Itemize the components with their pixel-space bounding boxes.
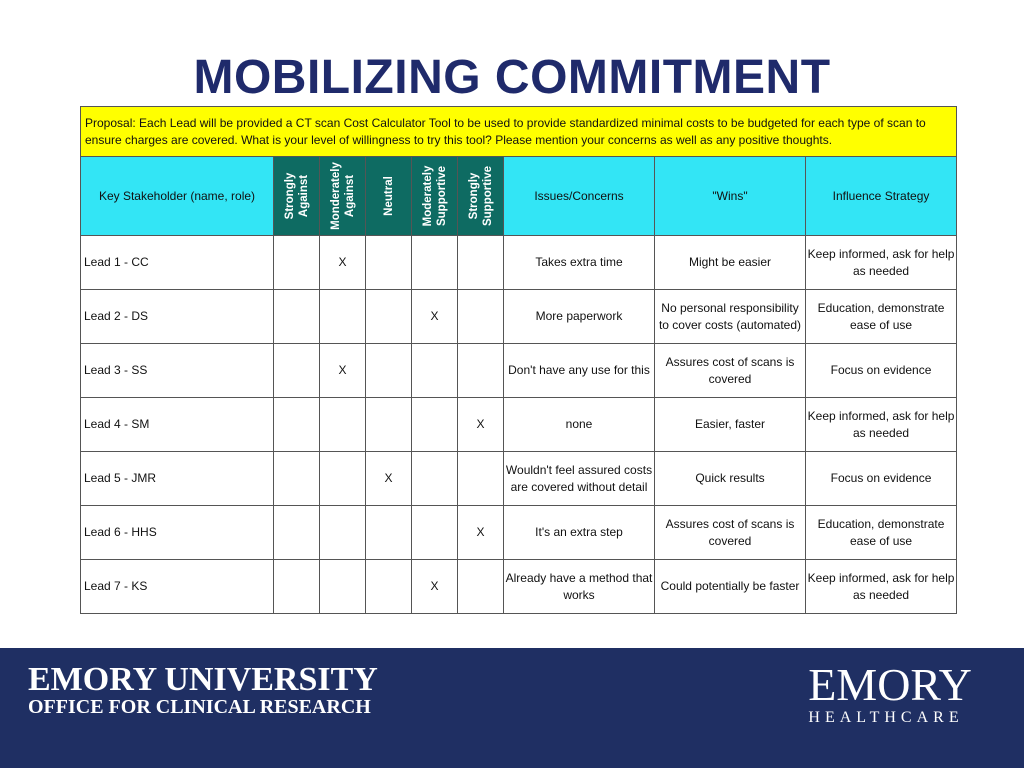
issues-cell: Wouldn't feel assured costs are covered without detail [504, 452, 655, 506]
header-strategy: Influence Strategy [806, 157, 957, 236]
neutral-cell [366, 344, 412, 398]
moderately-against-cell [320, 560, 366, 614]
moderately-supportive-cell [412, 452, 458, 506]
proposal-text: Proposal: Each Lead will be provided a CT scan Cost Calculator Tool to be used to provide standardized minimal costs to be budgeted for each type of scan to ensure charges are covered. What is your level of willingness to try this tool? Please mention your concerns as well as any positive thoughts. [81, 107, 957, 157]
stakeholder-cell: Lead 3 - SS [81, 344, 274, 398]
stakeholder-cell: Lead 7 - KS [81, 560, 274, 614]
header-issues: Issues/Concerns [504, 157, 655, 236]
strategy-cell: Keep informed, ask for help as needed [806, 398, 957, 452]
moderately-against-cell [320, 290, 366, 344]
table-row [81, 506, 957, 560]
neutral-cell [366, 290, 412, 344]
issues-cell: It's an extra step [504, 506, 655, 560]
issues-cell: none [504, 398, 655, 452]
moderately-against-cell [320, 398, 366, 452]
issues-cell: Don't have any use for this [504, 344, 655, 398]
table-row [81, 398, 957, 452]
page-title: MOBILIZING COMMITMENT [193, 51, 831, 104]
strongly-supportive-cell [458, 290, 504, 344]
wins-cell: Might be easier [655, 236, 806, 290]
moderately-against-cell: X [320, 344, 366, 398]
wins-cell: Could potentially be faster [655, 560, 806, 614]
table-row [81, 290, 957, 344]
moderately-against-cell [320, 452, 366, 506]
stakeholder-cell: Lead 5 - JMR [81, 452, 274, 506]
strongly-against-cell [274, 398, 320, 452]
issues-cell: Already have a method that works [504, 560, 655, 614]
moderately-supportive-cell [412, 236, 458, 290]
header-strongly-supportive: Strongly Supportive [458, 157, 504, 236]
moderately-supportive-cell [412, 506, 458, 560]
footer-banner [0, 648, 1024, 768]
moderately-supportive-cell [412, 344, 458, 398]
header-neutral: Neutral [366, 157, 412, 236]
table-row [81, 560, 957, 614]
strongly-supportive-cell: X [458, 398, 504, 452]
moderately-supportive-cell: X [412, 560, 458, 614]
stakeholder-cell: Lead 1 - CC [81, 236, 274, 290]
wins-cell: No personal responsibility to cover costs (automated) [655, 290, 806, 344]
neutral-cell: X [366, 452, 412, 506]
emory-logo-wordmark: EMORY [808, 659, 972, 710]
strongly-supportive-cell [458, 560, 504, 614]
header-moderately-supportive: Moderately Supportive [412, 157, 458, 236]
moderately-supportive-cell [412, 398, 458, 452]
wins-cell: Easier, faster [655, 398, 806, 452]
header-wins: "Wins" [655, 157, 806, 236]
strategy-cell: Keep informed, ask for help as needed [806, 560, 957, 614]
issues-cell: More paperwork [504, 290, 655, 344]
wins-cell: Assures cost of scans is covered [655, 344, 806, 398]
strongly-against-cell [274, 452, 320, 506]
table-row [81, 344, 957, 398]
stakeholder-cell: Lead 2 - DS [81, 290, 274, 344]
strategy-cell: Education, demonstrate ease of use [806, 290, 957, 344]
issues-cell: Takes extra time [504, 236, 655, 290]
neutral-cell [366, 236, 412, 290]
table-row [81, 452, 957, 506]
strategy-cell: Keep informed, ask for help as needed [806, 236, 957, 290]
strongly-supportive-cell [458, 344, 504, 398]
strongly-supportive-cell: X [458, 506, 504, 560]
moderately-against-cell: X [320, 236, 366, 290]
strategy-cell: Focus on evidence [806, 452, 957, 506]
strongly-supportive-cell [458, 452, 504, 506]
neutral-cell [366, 398, 412, 452]
stakeholder-cell: Lead 6 - HHS [81, 506, 274, 560]
moderately-against-cell [320, 506, 366, 560]
stakeholder-cell: Lead 4 - SM [81, 398, 274, 452]
table-row [81, 236, 957, 290]
healthcare-logo-subtitle: HEALTHCARE [808, 709, 964, 726]
wins-cell: Quick results [655, 452, 806, 506]
strategy-cell: Focus on evidence [806, 344, 957, 398]
neutral-cell [366, 506, 412, 560]
strongly-against-cell [274, 290, 320, 344]
strongly-supportive-cell [458, 236, 504, 290]
strongly-against-cell [274, 344, 320, 398]
strongly-against-cell [274, 236, 320, 290]
table-body [81, 236, 957, 614]
stakeholder-table [80, 106, 957, 614]
header-strongly-against: Strongly Against [274, 157, 320, 236]
wins-cell: Assures cost of scans is covered [655, 506, 806, 560]
header-stakeholder: Key Stakeholder (name, role) [81, 157, 274, 236]
neutral-cell [366, 560, 412, 614]
office-name: OFFICE FOR CLINICAL RESEARCH [28, 696, 371, 718]
header-moderately-against: Monderately Against [320, 157, 366, 236]
university-name: EMORY UNIVERSITY [28, 661, 378, 698]
strongly-against-cell [274, 560, 320, 614]
strategy-cell: Education, demonstrate ease of use [806, 506, 957, 560]
moderately-supportive-cell: X [412, 290, 458, 344]
strongly-against-cell [274, 506, 320, 560]
